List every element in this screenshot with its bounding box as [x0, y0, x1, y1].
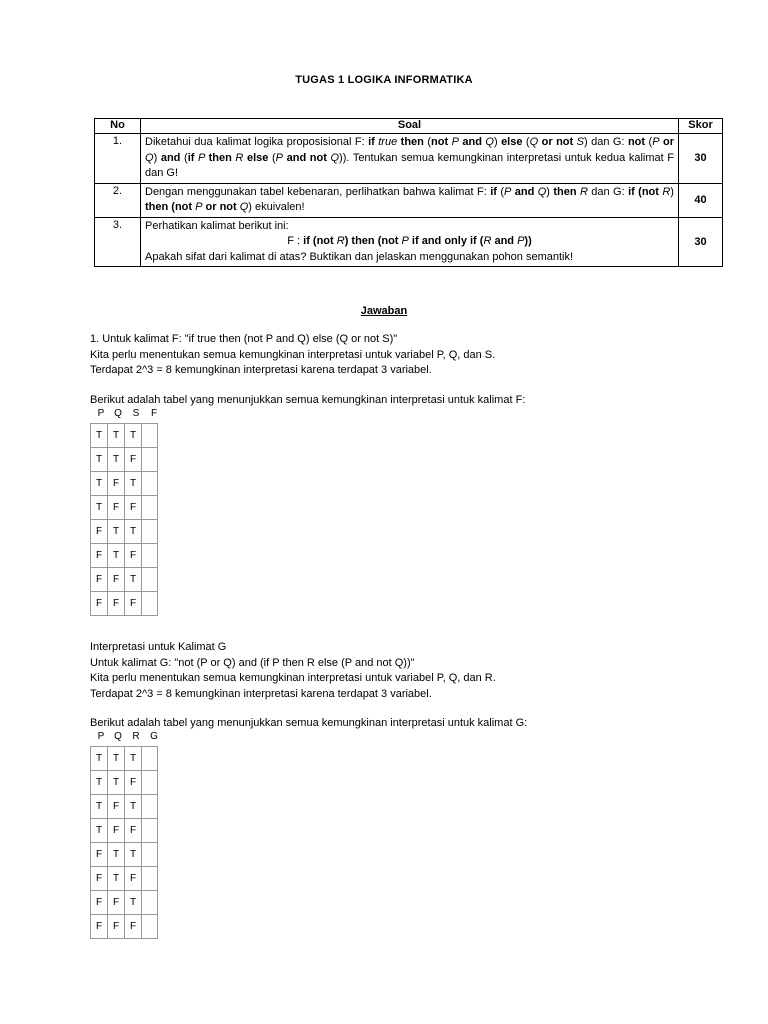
q-keyword: or not	[202, 201, 240, 213]
result-cell	[142, 520, 158, 544]
truth-value-cell: T	[108, 843, 125, 867]
q-var: Q	[537, 185, 547, 198]
truth-value-cell: F	[91, 592, 108, 616]
q-keyword: if (not	[303, 235, 337, 247]
header-soal: Soal	[141, 119, 679, 134]
truth-value-cell: F	[125, 496, 142, 520]
task-no: 2.	[95, 183, 141, 217]
q-line: Apakah sifat dari kalimat di atas? Buktikan dan jelaskan menggunakan pohon semantik!	[145, 250, 574, 263]
truth-value-cell: F	[108, 819, 125, 843]
truth-value-cell: F	[91, 520, 108, 544]
truth-table-f-header	[90, 408, 170, 422]
section-2-text	[90, 640, 730, 702]
q-text: (	[496, 185, 504, 198]
q-var: P	[451, 136, 459, 148]
result-cell	[142, 448, 158, 472]
q-text: )	[546, 185, 554, 198]
q-keyword: or	[659, 136, 674, 148]
q-text: ) ekuivalen!	[248, 201, 305, 213]
q-var: R	[336, 235, 345, 247]
truth-value-cell: T	[108, 424, 125, 448]
col-header-q: Q	[114, 731, 122, 742]
q-keyword: else	[246, 151, 269, 164]
result-cell	[142, 867, 158, 891]
q-text: Diketahui dua kalimat logika proposisional F:	[145, 136, 369, 148]
task-no: 3.	[95, 217, 141, 267]
truth-value-cell: T	[125, 424, 142, 448]
text-line: Kita perlu menentukan semua kemungkinan interpretasi untuk variabel P, Q, dan R.	[90, 672, 496, 684]
truth-value-cell: T	[108, 520, 125, 544]
q-text: F :	[287, 235, 304, 247]
answer-heading: Jawaban	[360, 305, 408, 317]
result-cell	[142, 843, 158, 867]
result-cell	[142, 747, 158, 771]
q-var: R	[483, 235, 492, 247]
task-score: 40	[679, 183, 723, 217]
truth-value-cell: T	[108, 747, 125, 771]
truth-value-cell: T	[91, 795, 108, 819]
truth-table-row	[91, 819, 158, 843]
q-keyword: then (not	[145, 201, 196, 213]
truth-value-cell: F	[125, 592, 142, 616]
q-var: R	[231, 151, 247, 164]
q-var: P	[652, 136, 660, 148]
result-cell	[142, 472, 158, 496]
result-cell	[142, 424, 158, 448]
q-keyword: then	[208, 151, 232, 164]
col-header-g: G	[150, 731, 158, 742]
q-keyword: then	[397, 136, 424, 148]
truth-value-cell: F	[91, 867, 108, 891]
q-keyword: and	[160, 151, 181, 164]
q-keyword: or not	[538, 136, 577, 148]
truth-value-cell: T	[91, 771, 108, 795]
truth-table-row	[91, 424, 158, 448]
q-keyword: not	[431, 136, 452, 148]
task-question	[141, 183, 679, 217]
q-keyword: if	[187, 151, 195, 164]
truth-value-cell: T	[91, 424, 108, 448]
task-question	[141, 217, 679, 267]
text-line: Terdapat 2^3 = 8 kemungkinan interpretasi karena terdapat 3 variabel.	[90, 687, 432, 700]
col-header-q: Q	[114, 408, 122, 419]
truth-table-row	[91, 747, 158, 771]
q-var: Q	[529, 136, 539, 148]
truth-value-cell: F	[125, 448, 142, 472]
truth-value-cell: F	[108, 795, 125, 819]
truth-table-row	[91, 592, 158, 616]
truth-value-cell: T	[108, 544, 125, 568]
q-line: Perhatikan kalimat berikut ini:	[145, 219, 289, 232]
q-keyword: if	[368, 136, 379, 148]
q-text: dan G:	[587, 185, 629, 198]
q-keyword: ))	[524, 235, 532, 247]
result-cell	[142, 891, 158, 915]
q-keyword: then	[553, 185, 577, 198]
text-line: 1. Untuk kalimat F: "if true then (not P and Q) else (Q or not S)"	[90, 333, 398, 345]
result-cell	[142, 771, 158, 795]
q-var: R	[662, 185, 671, 198]
truth-table-row	[91, 520, 158, 544]
text-line: Kita perlu menentukan semua kemungkinan interpretasi untuk variabel P, Q, dan S.	[90, 348, 496, 361]
truth-table-row	[91, 771, 158, 795]
q-text: (	[268, 151, 276, 164]
q-var: Q	[239, 201, 249, 213]
document-title: TUGAS 1 LOGIKA INFORMATIKA	[295, 74, 473, 86]
truth-value-cell: T	[108, 771, 125, 795]
q-text: (	[180, 151, 188, 164]
header-no: No	[95, 119, 141, 134]
col-header-p: P	[97, 408, 105, 419]
q-keyword: else	[501, 136, 523, 148]
result-cell	[142, 544, 158, 568]
truth-table-row	[91, 472, 158, 496]
q-text: )	[670, 185, 674, 198]
truth-value-cell: T	[91, 747, 108, 771]
truth-value-cell: F	[108, 496, 125, 520]
q-var: P	[517, 235, 525, 247]
q-keyword: not	[627, 136, 646, 148]
q-var: P	[401, 235, 409, 247]
truth-value-cell: F	[91, 843, 108, 867]
truth-value-cell: T	[108, 448, 125, 472]
truth-value-cell: F	[125, 544, 142, 568]
truth-table-row	[91, 867, 158, 891]
q-var: P	[503, 185, 512, 198]
truth-value-cell: T	[91, 819, 108, 843]
q-var: S	[576, 136, 584, 148]
q-var: P	[275, 151, 283, 164]
truth-value-cell: F	[125, 915, 142, 939]
truth-table-row	[91, 568, 158, 592]
result-cell	[142, 915, 158, 939]
task-score: 30	[679, 134, 723, 184]
truth-value-cell: T	[91, 448, 108, 472]
q-var: true	[378, 136, 398, 148]
truth-value-cell: F	[91, 544, 108, 568]
q-var: P	[194, 151, 209, 164]
q-formula	[145, 234, 674, 250]
truth-table-row	[91, 915, 158, 939]
text-line: Terdapat 2^3 = 8 kemungkinan interpretasi karena terdapat 3 variabel.	[90, 364, 432, 376]
q-var: Q	[485, 136, 494, 148]
truth-value-cell: F	[108, 472, 125, 496]
truth-value-cell: T	[125, 747, 142, 771]
text-line: Untuk kalimat G: "not (P or Q) and (if P then R else (P and not Q))"	[90, 656, 415, 669]
q-text: )	[153, 151, 161, 164]
section-2-table-intro	[90, 716, 730, 732]
truth-value-cell: F	[108, 568, 125, 592]
section-1-text	[90, 332, 730, 379]
q-keyword: ) then (not	[344, 235, 402, 247]
result-cell	[142, 819, 158, 843]
truth-value-cell: T	[125, 891, 142, 915]
q-var: Q	[330, 151, 340, 164]
text-line: Berikut adalah tabel yang menunjukkan semua kemungkinan interpretasi untuk kalimat F:	[90, 394, 526, 406]
truth-value-cell: F	[91, 915, 108, 939]
text-line: Berikut adalah tabel yang menunjukkan semua kemungkinan interpretasi untuk kalimat G:	[90, 717, 528, 729]
col-header-p: P	[97, 731, 105, 742]
truth-table-row	[91, 843, 158, 867]
q-text: )). Tentukan semua kemungkinan interpretasi untuk kedua kalimat F dan G!	[145, 151, 674, 179]
truth-value-cell: F	[125, 867, 142, 891]
truth-table-f	[90, 423, 158, 616]
truth-value-cell: F	[125, 819, 142, 843]
truth-table-row	[91, 891, 158, 915]
task-question	[141, 134, 679, 184]
q-text: ) dan G:	[583, 136, 628, 148]
q-keyword: if (not	[628, 185, 663, 198]
q-keyword: and	[491, 235, 518, 247]
result-cell	[142, 568, 158, 592]
result-cell	[142, 496, 158, 520]
result-cell	[142, 592, 158, 616]
truth-value-cell: T	[125, 472, 142, 496]
task-score: 30	[679, 217, 723, 267]
q-keyword: if	[490, 185, 497, 198]
result-cell	[142, 795, 158, 819]
q-text: (	[522, 136, 530, 148]
task-no: 1.	[95, 134, 141, 184]
q-keyword: and not	[283, 151, 331, 164]
truth-table-row	[91, 795, 158, 819]
truth-value-cell: F	[108, 592, 125, 616]
task-table-header	[95, 119, 723, 134]
col-header-f: F	[150, 408, 158, 419]
truth-table-g-header	[90, 731, 170, 745]
col-header-r: R	[132, 731, 140, 742]
truth-value-cell: F	[125, 771, 142, 795]
task-row-2	[95, 183, 723, 217]
truth-value-cell: F	[91, 568, 108, 592]
truth-value-cell: F	[108, 891, 125, 915]
truth-value-cell: T	[125, 568, 142, 592]
truth-table-row	[91, 496, 158, 520]
truth-table-g	[90, 746, 158, 939]
q-keyword: if and only if (	[408, 235, 484, 247]
q-var: P	[195, 201, 203, 213]
task-row-3	[95, 217, 723, 267]
q-text: (	[423, 136, 432, 148]
truth-value-cell: T	[125, 795, 142, 819]
q-keyword: and	[458, 136, 486, 148]
truth-table-row	[91, 448, 158, 472]
header-skor: Skor	[679, 119, 723, 134]
q-var: Q	[145, 151, 154, 164]
text-line: Interpretasi untuk Kalimat G	[90, 641, 227, 653]
truth-value-cell: F	[108, 915, 125, 939]
truth-value-cell: F	[91, 891, 108, 915]
truth-value-cell: T	[125, 520, 142, 544]
q-text: )	[493, 136, 502, 148]
task-row-1	[95, 134, 723, 184]
truth-value-cell: T	[108, 867, 125, 891]
section-1-table-intro	[90, 393, 730, 409]
q-var: R	[576, 185, 588, 198]
truth-table-row	[91, 544, 158, 568]
q-text: (	[645, 136, 653, 148]
truth-value-cell: T	[91, 472, 108, 496]
q-keyword: and	[511, 185, 538, 198]
col-header-s: S	[132, 408, 140, 419]
task-table	[94, 118, 723, 267]
truth-value-cell: T	[91, 496, 108, 520]
q-text: Dengan menggunakan tabel kebenaran, perlihatkan bahwa kalimat F:	[145, 185, 491, 198]
truth-value-cell: T	[125, 843, 142, 867]
